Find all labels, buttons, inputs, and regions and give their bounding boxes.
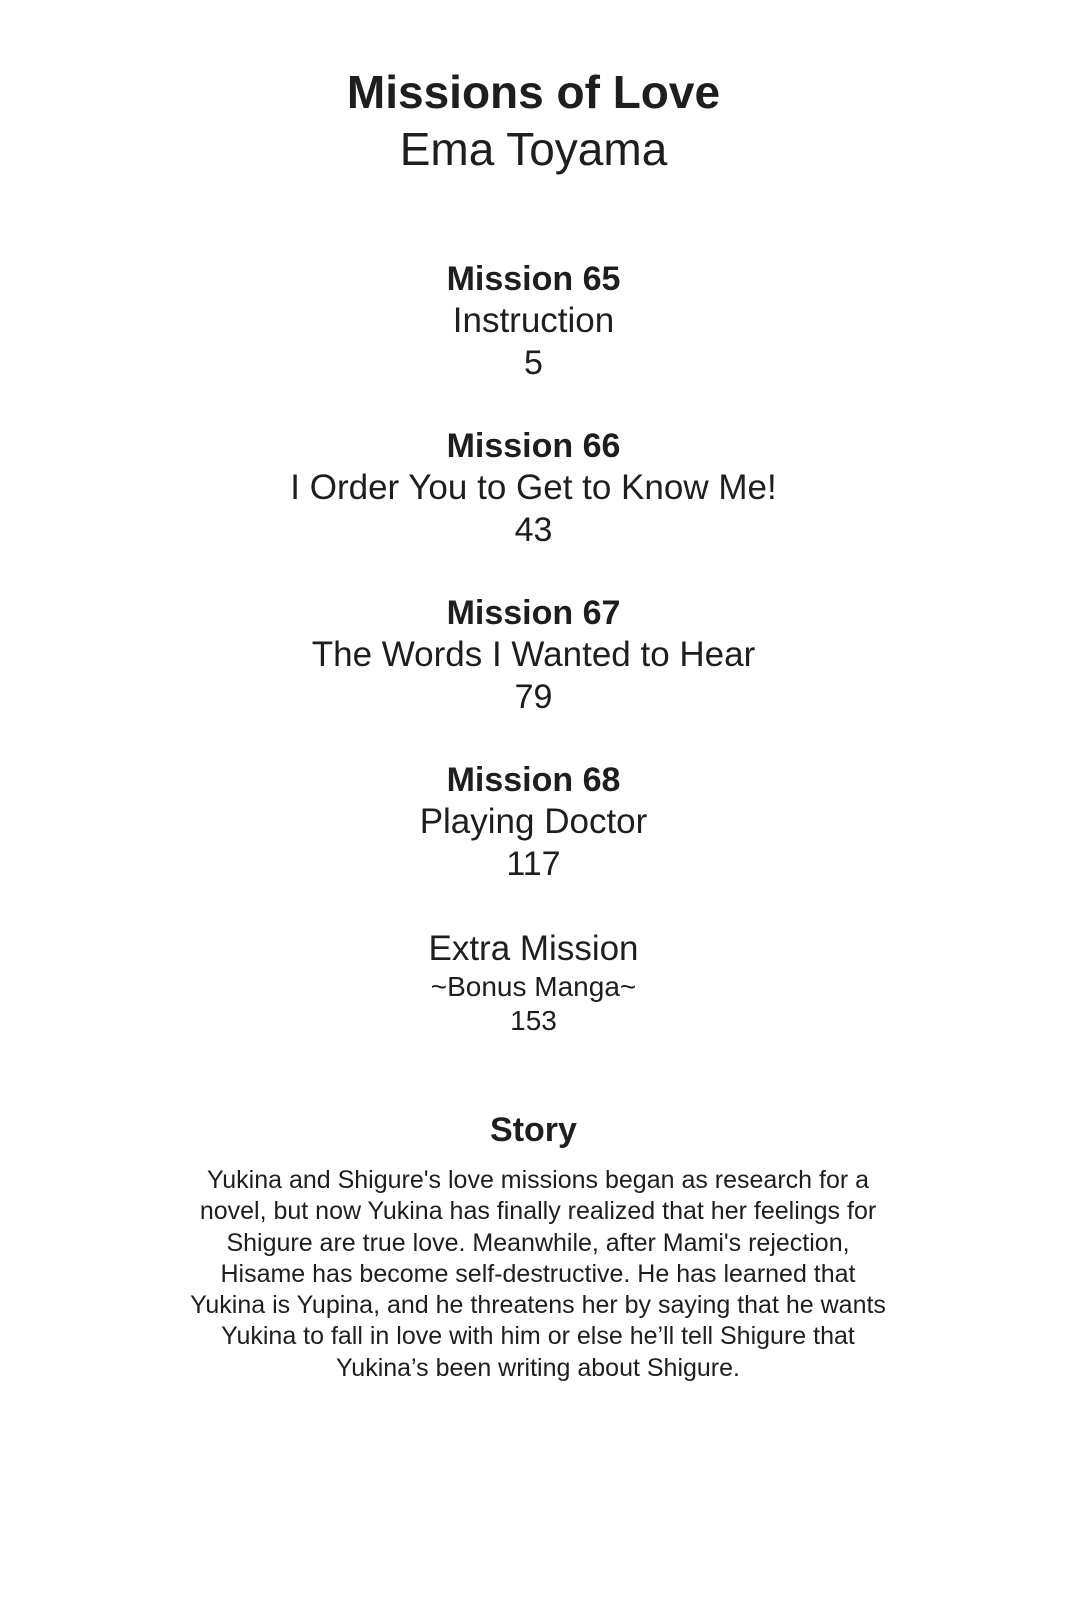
entry-title: Playing Doctor	[419, 802, 648, 841]
story-heading: Story	[490, 1111, 577, 1149]
toc-entry-mission-67	[0, 592, 1067, 759]
story-text: Yukina and Shigure's love missions began as research for a novel, but now Yukina has finally realized that her feelings for Shigure are true love. Meanwhile, after Mami's rejection, Hisame has become self-destructive. He has learned that Yukina is Yupina, and he threatens her by saying that he wants Yukina to fall in love with him or else he’ll tell Shigure that Yukina’s been writing about Shigure.	[190, 1166, 886, 1382]
book-author: Ema Toyama	[399, 123, 668, 175]
toc-entry-mission-68	[0, 759, 1067, 926]
table-of-contents	[0, 258, 1067, 926]
extra-label: Extra Mission	[428, 929, 639, 968]
toc-entry-extra-mission	[0, 928, 1067, 1038]
entry-label: Mission 65	[446, 260, 621, 298]
entry-title: I Order You to Get to Know Me!	[290, 468, 777, 507]
extra-page-number: 153	[510, 1005, 557, 1036]
entry-title: The Words I Wanted to Hear	[311, 635, 756, 674]
entry-page-number: 5	[524, 344, 543, 382]
entry-label: Mission 67	[446, 594, 621, 632]
entry-page-number: 43	[514, 511, 553, 549]
book-title: Missions of Love	[346, 66, 721, 118]
entry-label: Mission 68	[446, 761, 621, 799]
extra-subtitle: ~Bonus Manga~	[430, 971, 637, 1002]
entry-page-number: 117	[506, 845, 561, 883]
entry-label: Mission 66	[446, 427, 621, 465]
toc-entry-mission-66	[0, 425, 1067, 592]
toc-entry-mission-65	[0, 258, 1067, 425]
entry-page-number: 79	[514, 678, 553, 716]
entry-title: Instruction	[452, 301, 615, 340]
